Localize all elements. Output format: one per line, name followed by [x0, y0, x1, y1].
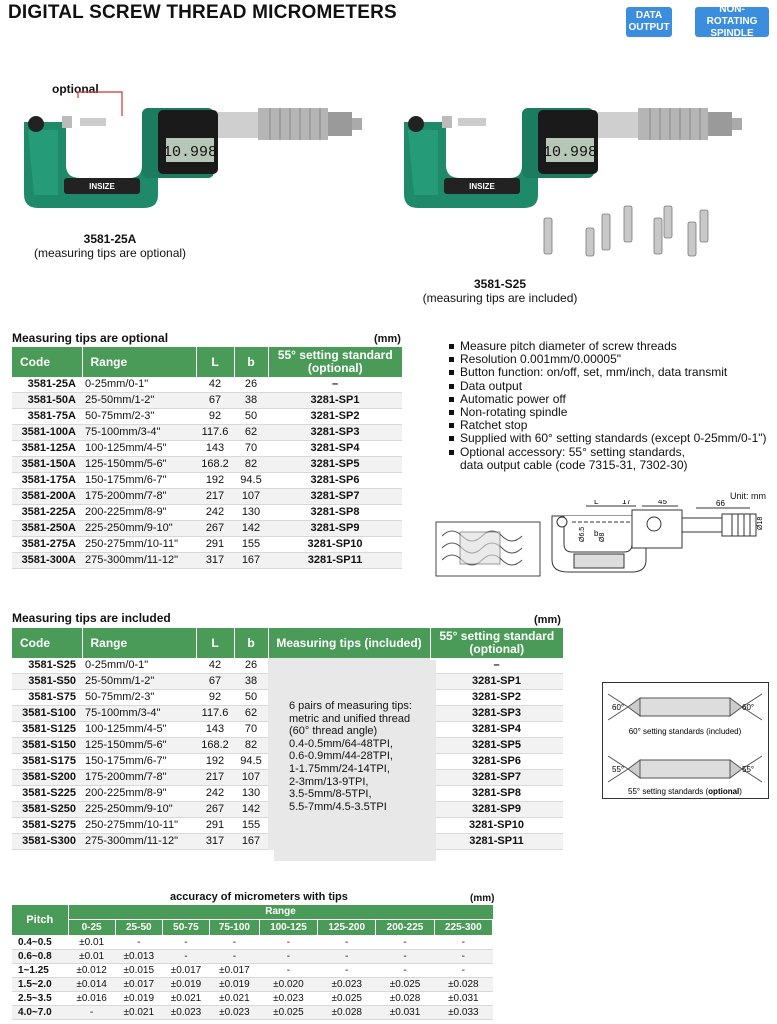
table-cell: 168.2: [196, 738, 234, 754]
tips-line: 3.5-5mm/8-5TPI,: [289, 788, 372, 801]
table-cell: 94.5: [234, 754, 268, 770]
tips-line: 1-1.75mm/24-14TPI,: [289, 762, 390, 775]
table-cell: 168.2: [196, 457, 234, 473]
table-cell: 150-175mm/6-7": [82, 754, 196, 770]
table-cell: 217: [196, 770, 234, 786]
table-cell: 167: [234, 553, 268, 569]
table-cell: 250-275mm/10-11": [82, 818, 196, 834]
table-cell: 155: [234, 537, 268, 553]
table-cell: 267: [196, 802, 234, 818]
tips-line: 0.6-0.9mm/44-28TPI,: [289, 750, 393, 763]
table-cell: 275-300mm/11-12": [82, 834, 196, 850]
table-cell: 142: [234, 521, 268, 537]
non-rotating-spindle-badge: NON-ROTATING SPINDLE: [695, 7, 769, 37]
table-cell: 3581-150A: [12, 457, 82, 473]
table-cell: -: [376, 949, 434, 963]
range-header: 100-125: [259, 919, 317, 935]
table-cell: 117.6: [196, 425, 234, 441]
table-cell: 3281-SP7: [430, 770, 563, 786]
table-cell: 143: [196, 722, 234, 738]
micrometer-3581-25a-image: [18, 90, 378, 215]
table-row: [12, 473, 402, 489]
product-right-caption: [400, 277, 600, 305]
table-cell: -: [434, 949, 492, 963]
table-cell: 3281-SP2: [268, 409, 402, 425]
angle-55-left: 55°: [612, 765, 625, 774]
table-cell: ±0.016: [68, 991, 115, 1005]
table-cell: 3581-S275: [12, 818, 82, 834]
table3-heading: accuracy of micrometers with tips: [170, 891, 348, 903]
table-cell: ±0.017: [210, 963, 260, 977]
table-cell: 3581-S150: [12, 738, 82, 754]
table-cell: 25-50mm/1-2": [82, 393, 196, 409]
table-cell: ±0.023: [210, 1005, 260, 1019]
measuring-tips-description: [289, 700, 412, 813]
table-row: [12, 521, 402, 537]
product-note: (measuring tips are optional): [33, 246, 187, 260]
table-cell: ±0.012: [68, 963, 115, 977]
table-cell: ±0.033: [434, 1005, 492, 1019]
feature-item: Measure pitch diameter of screw threads: [448, 340, 767, 353]
table-cell: ±0.014: [68, 977, 115, 991]
table-cell: 3281-SP9: [430, 802, 563, 818]
table-cell: 167: [234, 834, 268, 850]
table-cell: 62: [234, 425, 268, 441]
table-cell: ±0.020: [259, 977, 317, 991]
table-cell: ±0.017: [162, 963, 209, 977]
table-cell: 67: [196, 674, 234, 690]
table-row: [12, 457, 402, 473]
dim-b: b: [594, 529, 599, 538]
table-cell: 317: [196, 834, 234, 850]
table-cell: 92: [196, 409, 234, 425]
table-cell: 3281-SP5: [268, 457, 402, 473]
table-cell: 225-250mm/9-10": [82, 521, 196, 537]
table-cell: -: [376, 935, 434, 949]
micrometer-3581-s25-image: [398, 100, 758, 270]
table-cell: 142: [234, 802, 268, 818]
setting-standards-figure: [602, 682, 770, 800]
table-row: [12, 409, 402, 425]
table-cell: 50: [234, 409, 268, 425]
table-cell: 3581-200A: [12, 489, 82, 505]
table-cell: ±0.023: [318, 977, 376, 991]
table-cell: 117.6: [196, 706, 234, 722]
range-header: 50-75: [162, 919, 209, 935]
table-cell: ±0.028: [318, 1005, 376, 1019]
col-code: Code: [12, 347, 82, 377]
table-cell: ±0.028: [376, 991, 434, 1005]
table1-unit: (mm): [374, 333, 401, 345]
table-cell: ±0.031: [434, 991, 492, 1005]
table-cell: 75-100mm/3-4": [82, 425, 196, 441]
table3-unit: (mm): [470, 893, 495, 904]
table-cell: 3581-S200: [12, 770, 82, 786]
range-header: 225-300: [434, 919, 492, 935]
caption-55: 55° setting standards (optional): [628, 787, 742, 796]
table-cell: 192: [196, 473, 234, 489]
table-cell: ±0.015: [115, 963, 162, 977]
table-cell: 3281-SP1: [430, 674, 563, 690]
table-cell: 317: [196, 553, 234, 569]
table-cell: -: [115, 935, 162, 949]
col-pitch: Pitch: [12, 905, 68, 935]
table-cell: 75-100mm/3-4": [82, 706, 196, 722]
table-cell: 3581-25A: [12, 377, 82, 393]
table-cell: 3581-S75: [12, 690, 82, 706]
table-row: [12, 935, 493, 949]
table-cell: 0-25mm/0-1": [82, 377, 196, 393]
table-cell: 3581-S225: [12, 786, 82, 802]
table-cell: -: [434, 935, 492, 949]
table-cell: 3281-SP3: [268, 425, 402, 441]
optional-label: optional: [52, 82, 99, 96]
col-l: L: [196, 628, 234, 658]
drawing-unit: Unit: mm: [730, 491, 766, 501]
table-cell: 200-225mm/8-9": [82, 505, 196, 521]
table-row: [12, 393, 402, 409]
product-note: (measuring tips are included): [422, 291, 578, 305]
table-cell: 130: [234, 786, 268, 802]
tips-line: 5.5-7mm/4.5-3.5TPI: [289, 800, 387, 813]
table-cell: 3581-S300: [12, 834, 82, 850]
table-cell: 242: [196, 786, 234, 802]
dim-17: 17: [622, 500, 631, 506]
accuracy-table: [12, 905, 493, 1020]
col-code: Code: [12, 628, 82, 658]
table-cell: ±0.025: [259, 1005, 317, 1019]
feature-list: [448, 340, 767, 472]
table-row: [12, 489, 402, 505]
brand-logo: INSIZE: [469, 182, 495, 191]
table-cell: 94.5: [234, 473, 268, 489]
table-cell: ±0.025: [318, 991, 376, 1005]
table-cell: 3281-SP11: [268, 553, 402, 569]
table-row: [12, 441, 402, 457]
table-cell: 130: [234, 505, 268, 521]
table-cell: 0.6~0.8: [12, 949, 68, 963]
table-cell: 3581-50A: [12, 393, 82, 409]
table-row: [12, 991, 493, 1005]
table-cell: 3581-125A: [12, 441, 82, 457]
table-cell: 200-225mm/8-9": [82, 786, 196, 802]
table-cell: ±0.025: [376, 977, 434, 991]
measuring-tips-set: [544, 206, 708, 256]
table-cell: 26: [234, 377, 268, 393]
table-row: [12, 949, 493, 963]
table-cell: -: [210, 935, 260, 949]
table-cell: 242: [196, 505, 234, 521]
col-b: b: [234, 628, 268, 658]
table-cell: 3281-SP4: [430, 722, 563, 738]
table-cell: 3281-SP7: [268, 489, 402, 505]
table-cell: 92: [196, 690, 234, 706]
col-measuring-tips: Measuring tips (included): [268, 628, 430, 658]
table-cell: ±0.023: [162, 1005, 209, 1019]
dim-dia6-5: Ø6.5: [579, 526, 586, 542]
table-cell: 3281-SP8: [430, 786, 563, 802]
feature-item: Button function: on/off, set, mm/inch, data transmit: [448, 366, 767, 379]
table-cell: 291: [196, 818, 234, 834]
table-cell: 143: [196, 441, 234, 457]
table-cell: 3581-300A: [12, 553, 82, 569]
table-cell: ±0.019: [115, 991, 162, 1005]
table-cell: ±0.021: [210, 991, 260, 1005]
table-cell: ±0.019: [162, 977, 209, 991]
table-cell: 3581-175A: [12, 473, 82, 489]
table-cell: 250-275mm/10-11": [82, 537, 196, 553]
table-cell: 1~1.25: [12, 963, 68, 977]
table-row: [12, 505, 402, 521]
data-output-badge: DATA OUTPUT: [626, 7, 672, 37]
col-setting-standard: 55° setting standard (optional): [430, 628, 563, 658]
table-cell: -: [259, 935, 317, 949]
col-l: L: [196, 347, 234, 377]
angle-60-left: 60°: [612, 703, 625, 712]
table-cell: ±0.031: [376, 1005, 434, 1019]
dim-dia8: Ø8: [599, 532, 606, 542]
dim-45: 45: [658, 500, 667, 506]
table-cell: 3581-S125: [12, 722, 82, 738]
tips-line: 2-3mm/13-9TPI,: [289, 775, 369, 788]
table-cell: 225-250mm/9-10": [82, 802, 196, 818]
table-cell: 100-125mm/4-5": [82, 441, 196, 457]
table-cell: 125-150mm/5-6": [82, 457, 196, 473]
table-cell: 4.0~7.0: [12, 1005, 68, 1019]
table-cell: 67: [196, 393, 234, 409]
product-code: 3581-25A: [83, 232, 137, 246]
feature-item: Optional accessory: 55° setting standards,: [448, 446, 767, 459]
angle-55-right: 55°: [742, 765, 755, 774]
table-cell: -: [376, 963, 434, 977]
table-cell: 3281-SP10: [268, 537, 402, 553]
table-cell: -: [68, 1005, 115, 1019]
table-cell: 3281-SP9: [268, 521, 402, 537]
table-cell: 275-300mm/11-12": [82, 553, 196, 569]
feature-item: Ratchet stop: [448, 419, 767, 432]
table-cell: -: [434, 963, 492, 977]
table-cell: 3581-S175: [12, 754, 82, 770]
table-cell: 3281-SP2: [430, 690, 563, 706]
product-code: 3581-S25: [473, 277, 527, 291]
table2-unit: (mm): [534, 614, 561, 626]
table-cell: ±0.01: [68, 949, 115, 963]
table-cell: 192: [196, 754, 234, 770]
table-cell: 107: [234, 489, 268, 505]
tips-optional-table: [12, 347, 402, 569]
table-cell: 3281-SP10: [430, 818, 563, 834]
tips-line: 6 pairs of measuring tips:: [289, 700, 412, 712]
tips-line: metric and unified thread: [289, 712, 411, 725]
table-cell: 82: [234, 738, 268, 754]
feature-item: Resolution 0.001mm/0.00005": [448, 353, 767, 366]
page-title: DIGITAL SCREW THREAD MICROMETERS: [8, 2, 397, 23]
table-cell: -: [259, 949, 317, 963]
table-cell: 125-150mm/5-6": [82, 738, 196, 754]
table-cell: 3281-SP6: [430, 754, 563, 770]
table-cell: 38: [234, 674, 268, 690]
feature-item: Automatic power off: [448, 393, 767, 406]
table-cell: 62: [234, 706, 268, 722]
table-cell: 82: [234, 457, 268, 473]
table-cell: 150-175mm/6-7": [82, 473, 196, 489]
table-row: [12, 963, 493, 977]
table-cell: 50-75mm/2-3": [82, 690, 196, 706]
table-cell: 3281-SP4: [268, 441, 402, 457]
table-cell: 291: [196, 537, 234, 553]
range-header: 200-225: [376, 919, 434, 935]
table-cell: 3581-250A: [12, 521, 82, 537]
col-setting-standard: 55° setting standard (optional): [268, 347, 402, 377]
dim-dia18: Ø18: [757, 516, 764, 530]
table-cell: 3281-SP3: [430, 706, 563, 722]
tips-line: 0.4-0.5mm/64-48TPI,: [289, 737, 393, 750]
table-cell: 50-75mm/2-3": [82, 409, 196, 425]
range-header: 25-50: [115, 919, 162, 935]
table-cell: ±0.021: [115, 1005, 162, 1019]
table-cell: 100-125mm/4-5": [82, 722, 196, 738]
caption-60: 60° setting standards (included): [628, 727, 742, 736]
table-cell: 3581-S250: [12, 802, 82, 818]
table-cell: –: [268, 377, 402, 393]
product-left-caption: [10, 232, 210, 260]
table-cell: 3581-275A: [12, 537, 82, 553]
table-cell: -: [318, 935, 376, 949]
table-cell: 3581-S50: [12, 674, 82, 690]
table-cell: 26: [234, 658, 268, 674]
range-header: 75-100: [210, 919, 260, 935]
table-cell: 3581-225A: [12, 505, 82, 521]
table-cell: ±0.021: [162, 991, 209, 1005]
table-cell: -: [318, 949, 376, 963]
table-cell: 175-200mm/7-8": [82, 770, 196, 786]
table-cell: 70: [234, 722, 268, 738]
feature-item: data output cable (code 7315-31, 7302-30): [460, 457, 688, 472]
col-range: Range: [82, 628, 196, 658]
table-row: [12, 1005, 493, 1019]
dim-l: L: [594, 500, 599, 506]
tips-line: (60° thread angle): [289, 725, 378, 738]
dim-66: 66: [716, 500, 725, 508]
table-cell: 50: [234, 690, 268, 706]
table-cell: ±0.019: [210, 977, 260, 991]
table-row: [12, 377, 402, 393]
table1-heading: Measuring tips are optional: [12, 331, 169, 345]
feature-item: Non-rotating spindle: [448, 406, 767, 419]
angle-60-right: 60°: [742, 703, 755, 712]
table-cell: 155: [234, 818, 268, 834]
table-cell: 217: [196, 489, 234, 505]
table-cell: 0-25mm/0-1": [82, 658, 196, 674]
brand-logo: INSIZE: [89, 182, 115, 191]
table-cell: ±0.01: [68, 935, 115, 949]
table-cell: -: [162, 935, 209, 949]
table-cell: ±0.013: [115, 949, 162, 963]
table-cell: 38: [234, 393, 268, 409]
range-header: 0-25: [68, 919, 115, 935]
table-cell: 3581-S25: [12, 658, 82, 674]
table-cell: ±0.017: [115, 977, 162, 991]
table-cell: 267: [196, 521, 234, 537]
table-cell: ±0.028: [434, 977, 492, 991]
table-cell: 42: [196, 377, 234, 393]
table-cell: 107: [234, 770, 268, 786]
table-cell: 3581-S100: [12, 706, 82, 722]
table-row: [12, 425, 402, 441]
lcd-display: 10.998: [542, 144, 598, 161]
table-cell: ±0.023: [259, 991, 317, 1005]
table-cell: 25-50mm/1-2": [82, 674, 196, 690]
table-cell: –: [430, 658, 563, 674]
table-cell: -: [210, 949, 260, 963]
feature-item: Supplied with 60° setting standards (except 0-25mm/0-1"): [448, 432, 767, 445]
table-cell: 42: [196, 658, 234, 674]
table-cell: -: [259, 963, 317, 977]
lcd-display: 10.998: [162, 144, 218, 161]
table-cell: -: [162, 949, 209, 963]
table-cell: 3581-100A: [12, 425, 82, 441]
table2-heading: Measuring tips are included: [12, 611, 171, 625]
table-cell: 70: [234, 441, 268, 457]
table-row: [12, 537, 402, 553]
table-cell: 3281-SP8: [268, 505, 402, 521]
table-cell: 1.5~2.0: [12, 977, 68, 991]
table-cell: 3281-SP1: [268, 393, 402, 409]
table-row: [12, 553, 402, 569]
table-cell: 3281-SP11: [430, 834, 563, 850]
col-b: b: [234, 347, 268, 377]
table-row: [12, 977, 493, 991]
table-cell: 3281-SP5: [430, 738, 563, 754]
col-range-group: Range: [68, 905, 493, 919]
table-cell: 0.4~0.5: [12, 935, 68, 949]
feature-item: Data output: [448, 380, 767, 393]
table-cell: -: [318, 963, 376, 977]
table-cell: 175-200mm/7-8": [82, 489, 196, 505]
range-header: 125-200: [318, 919, 376, 935]
table-cell: 3581-75A: [12, 409, 82, 425]
col-range: Range: [82, 347, 196, 377]
dimension-drawing: [432, 500, 772, 582]
table-cell: 2.5~3.5: [12, 991, 68, 1005]
table-cell: 3281-SP6: [268, 473, 402, 489]
